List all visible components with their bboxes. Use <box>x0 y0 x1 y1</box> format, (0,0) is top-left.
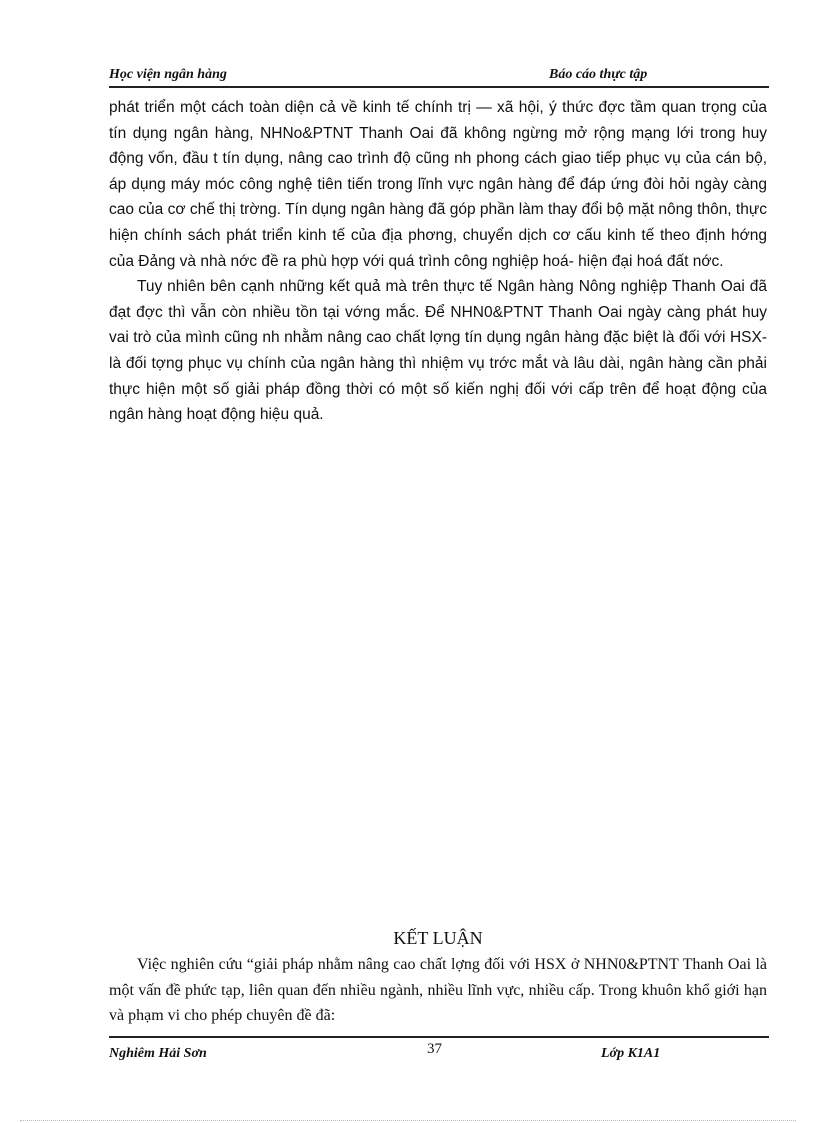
page-footer <box>109 1036 769 1068</box>
page-header <box>109 66 769 88</box>
conclusion-heading: KẾT LUẬN <box>393 928 483 948</box>
page-bottom-divider <box>20 1120 796 1121</box>
header-institution: Học viện ngân hàng <box>109 67 227 82</box>
footer-class: Lớp K1A1 <box>601 1046 661 1061</box>
footer-author: Nghiêm Hải Sơn <box>109 1046 207 1061</box>
paragraph-1: phát triển một cách toàn diện cả về kinh tế chính trị — xã hội, ý thức đợc tầm quan trọng của tín dụng ngân hàng, NHNo&PTNT Thanh Oai đã không ngừng mở rộng mạng lới trong huy động vốn, đầu t tín dụng, nâng cao trình độ cũng nh phong cách giao tiếp phục vụ của cán bộ, áp dụng máy móc công nghệ tiên tiến trong lĩnh vực ngân hàng để đáp ứng đòi hỏi ngày càng cao của cơ chế thị trờng. Tín dụng ngân hàng đã góp phần làm thay đổi bộ mặt nông thôn, thực hiện chính sách phát triển kinh tế của địa phơng, chuyển dịch cơ cấu kinh tế theo định hớng của Đảng và nhà nớc đề ra phù hợp với quá trình công nghiệp hoá- hiện đại hoá đất nớc. <box>109 99 767 270</box>
body-text <box>109 95 767 428</box>
conclusion-text: Việc nghiên cứu “giải pháp nhằm nâng cao chất lợng đối với HSX ở NHN0&PTNT Thanh Oai là một vấn đề phức tạp, liên quan đến nhiều ngành, nhiều lĩnh vực, nhiều cấp. Trong khuôn khổ giới hạn và phạm vi cho phép chuyên đề đã: <box>109 956 767 1025</box>
header-report-title: Báo cáo thực tập <box>549 67 648 82</box>
page-number: 37 <box>427 1041 442 1057</box>
paragraph-2: Tuy nhiên bên cạnh những kết quả mà trên thực tế Ngân hàng Nông nghiệp Thanh Oai đã đạt đợc thì vẫn còn nhiều tồn tại vớng mắc. Để NHN0&PTNT Thanh Oai ngày càng phát huy vai trò của mình cũng nh nhằm nâng cao chất lợng tín dụng ngân hàng đặc biệt là đối với HSX- là đối tợng phục vụ chính của ngân hàng thì nhiệm vụ trớc mắt và lâu dài, ngân hàng cần phải thực hiện một số giải pháp đồng thời có một số kiến nghị đối với cấp trên để hoạt động của ngân hàng hoạt động hiệu quả. <box>109 278 767 424</box>
